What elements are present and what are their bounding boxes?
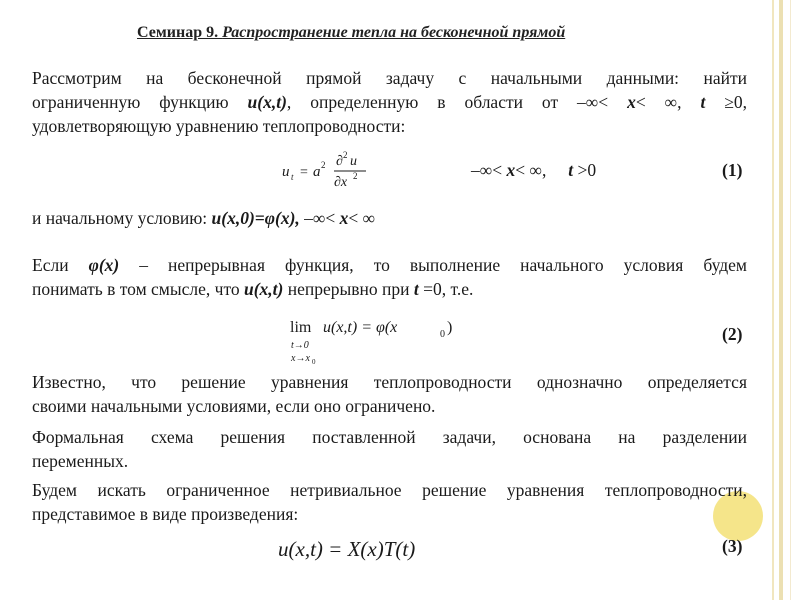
equation-number-1: (1) [722, 160, 743, 180]
ic-range-b: < ∞ [348, 208, 376, 228]
product-line-2: представимое в виде произведения: [32, 504, 299, 524]
intro-domain-text-2: < ∞, [635, 92, 701, 112]
ic-text: и начальному условию: [32, 208, 212, 228]
paragraph-uniqueness [32, 370, 747, 418]
title-topic: Распространение тепла на бесконечной прямой [222, 24, 566, 41]
slide-title [137, 24, 565, 42]
eq1-cond-t: t [568, 160, 574, 180]
scheme-line-1: Формальная схема решения поставленной задачи, основана на разделении [32, 427, 747, 447]
product-line-1: Будем искать ограниченное нетривиальное решение уравнения теплопроводности, [32, 480, 747, 500]
cont-text-b: – непрерывная функция, то выполнение начального условия будем [119, 255, 747, 275]
title-prefix: Семинар 9. [137, 24, 223, 41]
intro-domain-text-3: ≥0, [705, 92, 747, 112]
eq1-den-sup: 2 [353, 171, 358, 181]
ic-function: u(x,0)=φ(x), [211, 208, 305, 228]
eq1-num-sup: 2 [343, 150, 348, 160]
intro-domain-text: , определенную в области от –∞< [286, 92, 628, 112]
paragraph-product [32, 478, 747, 526]
eq1-cond-a: –∞< [471, 160, 507, 180]
eq2-limit-x: x→x [291, 353, 310, 364]
eq1-cond-b: < ∞, [515, 160, 569, 180]
side-rule-faint [790, 0, 791, 600]
side-rule-thin [772, 0, 774, 600]
ic-var-x: x [339, 208, 349, 228]
eq1-lhs: u [282, 164, 290, 180]
eq1-coef-sup: 2 [321, 160, 326, 170]
intro-line-2 [32, 90, 747, 114]
var-x: x [627, 92, 636, 112]
unique-line-1: Известно, что решение уравнения теплопроводности однозначно определяется [32, 372, 747, 392]
limit-formula [288, 312, 468, 366]
ic-range-a: –∞< [304, 208, 340, 228]
separation-formula [276, 534, 466, 564]
eq2-lim: lim [290, 319, 312, 336]
eq3-text: u(x,t) = X(x)T(t) [278, 537, 416, 561]
intro-line-1: Рассмотрим на бесконечной прямой задачу с начальными данными: найти [32, 68, 747, 88]
eq1-equals: = [300, 165, 308, 180]
function-u-xt: u(x,t) [247, 92, 287, 112]
eq2-limit-x-sub: 0 [312, 358, 316, 366]
intro-line-3: удовлетворяющую уравнению теплопроводности: [32, 116, 406, 136]
eq2-expr-sub: 0 [440, 329, 445, 340]
scheme-line-2: переменных. [32, 451, 129, 471]
cont-text-a: Если [32, 255, 89, 275]
heat-equation-formula [280, 146, 390, 192]
unique-line-2: своими начальными условиями, если оно ограничено. [32, 396, 436, 416]
intro-text: ограниченную функцию [32, 92, 248, 112]
side-rule-thick [779, 0, 783, 600]
eq2-expr: u(x,t) = φ(x [323, 319, 398, 336]
eq1-num-var: u [350, 154, 357, 169]
eq2-expr-close: ) [447, 319, 453, 336]
paragraph-scheme [32, 425, 747, 473]
cont-text-c: понимать в том смысле, что [32, 279, 244, 299]
cont-text-e: =0, т.е. [418, 279, 474, 299]
continuity-line-2 [32, 277, 747, 301]
eq1-coef: a [313, 164, 321, 180]
cont-text-d: непрерывно при [283, 279, 414, 299]
function-phi-x: φ(x) [88, 255, 120, 275]
equation-number-2: (2) [722, 324, 743, 344]
var-t: t [700, 92, 706, 112]
eq2-limit-t: t→0 [291, 340, 309, 351]
eq1-num-partial: ∂ [336, 154, 343, 169]
function-u-xt-2: u(x,t) [244, 279, 284, 299]
equation-number-3: (3) [722, 536, 743, 556]
eq1-den: ∂x [334, 175, 348, 190]
eq1-cond-c: >0 [573, 160, 597, 180]
continuity-line-1 [32, 253, 747, 277]
cont-var-t: t [413, 279, 419, 299]
paragraph-continuity [32, 253, 747, 301]
paragraph-intro [32, 66, 747, 138]
eq1-lhs-sub: t [291, 172, 294, 182]
eq1-cond-x: x [506, 160, 516, 180]
initial-condition-line [32, 206, 747, 230]
eq1-condition [471, 160, 596, 181]
